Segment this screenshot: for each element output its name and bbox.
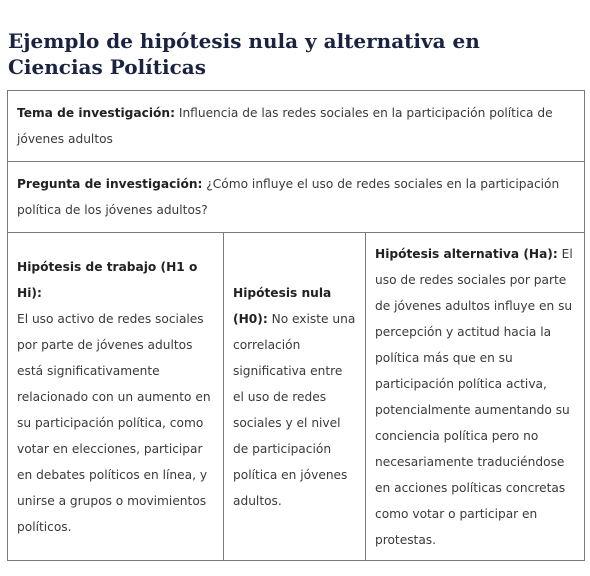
pregunta-cell	[8, 162, 585, 233]
hipotesis-nula-label: Hipótesis nula (H0):	[233, 285, 332, 326]
table-row-tema	[8, 91, 585, 162]
hipotesis-trabajo-cell	[8, 233, 224, 561]
pregunta-label: Pregunta de investigación:	[17, 177, 203, 191]
hipotesis-alternativa-cell	[366, 233, 585, 561]
table-row-hipotesis	[8, 233, 585, 561]
tema-cell	[8, 91, 585, 162]
page-title: Ejemplo de hipótesis nula y alternativa en Ciencias Políticas	[8, 29, 480, 79]
hipotesis-alternativa-text: El uso de redes sociales por parte de jóvenes adultos influye en su percepción y actitud hacia la política más que en su participación política activa, potencialmente aumentando su conciencia política pero no necesariamente traduciéndose en acciones políticas concretas como votar o participar en protestas.	[375, 246, 573, 547]
tema-label: Tema de investigación:	[17, 106, 175, 120]
hipotesis-trabajo-text: El uso activo de redes sociales por parte de jóvenes adultos está significativamente relacionado con un aumento en su participación política, como votar en elecciones, participar en debates políticos en línea, y unirse a grupos o movimientos políticos.	[17, 311, 211, 534]
hipotesis-trabajo-label: Hipótesis de trabajo (H1 o Hi):	[17, 259, 198, 300]
hipotesis-alternativa-label: Hipótesis alternativa (Ha):	[375, 246, 558, 261]
table-row-pregunta	[8, 162, 585, 233]
hipotesis-nula-text: No existe una correlación significativa entre el uso de redes sociales y el nivel de participación política en jóvenes adultos.	[233, 311, 356, 508]
hipotesis-nula-cell	[224, 233, 366, 561]
pregunta-text: ¿Cómo influye el uso de redes sociales en la participación política de los jóvenes adultos?	[17, 177, 560, 217]
hypothesis-table	[7, 90, 585, 561]
tema-text: Influencia de las redes sociales en la participación política de jóvenes adultos	[17, 106, 553, 146]
